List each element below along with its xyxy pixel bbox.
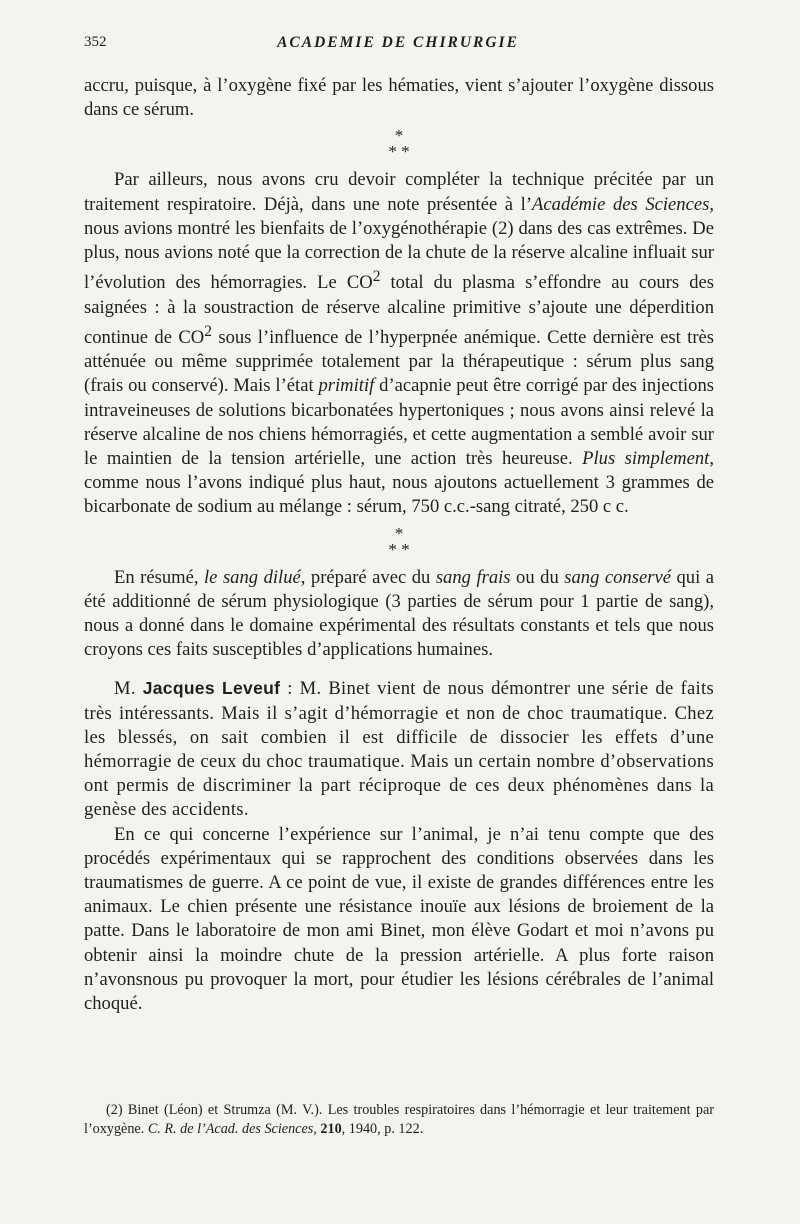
page-header [84,34,712,58]
text-run: Par ailleurs, nous avons cru devoir compléter la technique précitée par un traitement respiratoire. Déjà, dans une note présentée à l’ [84,169,714,215]
star-top: * [394,523,404,543]
paragraph-leveuf-intervention [84,676,714,822]
superscript: 2 [372,268,381,286]
text-run: qui a été additionné de sérum physiologique (3 parties de sérum pour 1 partie de sang), nous a donné dans le domaine expérimental des résultats constants et tels que nous croyons ces faits susceptibles d’applications humaines. [84,566,714,661]
running-title: ACADEMIE DE CHIRURGIE [277,34,519,51]
text-run: ou du [510,566,565,588]
bold-run: 210 [320,1121,342,1137]
italic-run: Plus simplement [582,448,710,470]
italic-run: C. R. de l’Acad. des Sciences [147,1121,314,1137]
italic-run: primitif [318,375,375,397]
speaker-name: Jacques Leveuf [142,678,281,699]
paragraph-animal-experiment: En ce qui concerne l’expérience sur l’animal, je n’ai tenu compte que des procédés expérimentaux qui se rapprochent des conditions observées dans les traumatismes de guerre. A ce point de vue, il existe de grandes différences entre les animaux. Le chien présente une résistance inouïe aux lésions de broiement de la patte. Dans le laboratoire de mon ami Binet, mon élève Godart et moi n’avons pu obtenir ainsi la moindre chute de la pression artérielle. A plus forte raison n’avonsnous pu provoquer la mort, pour étudier les lésions cérébrales de l’animal choqué. [84,823,714,1015]
main-text [84,74,714,1016]
star-bottom: * * [388,142,410,162]
text-run: total du plasma s’effondre au cours des saignées : à la soustraction de réserve alcaline primitive s’ajoute une déperdition continue de CO [84,272,714,348]
star-bottom: * * [388,539,410,559]
paragraph-respiratory-treatment [84,168,714,519]
footnote [84,1101,714,1139]
text-run: , préparé avec du [300,566,436,588]
text-run: sous l’influence de l’hyperpnée anémique. Cette dernière est très atténuée ou même supprimée totalement par la thérapeutique : sérum plus sang (frais ou conservé). Mais l’état [84,327,715,397]
text-run: M. Binet vient de nous démontrer une série de faits très intéressants. Mais il s’agit d’hémorragie et non de choc traumatique. Chez les blessés, on sait combien il est difficile de dissocier les effets d’une hémorragie de ceux du choc traumatique. Mais un certain nombre d’observations ont permis de discriminer la part réciproque de ces deux phénomènes dans la genèse des accidents. [84,678,714,821]
speaker-colon: : [280,678,300,700]
star-top: * [394,126,404,146]
text-run: , nous avions montré les bienfaits de l’oxygénothérapie (2) dans des cas extrêmes. De plus, nous avions noté que la correction de la chute de la réserve alcaline influait sur l’évolution des hémorragies. Le CO [84,193,714,294]
paragraph-summary [84,566,714,663]
text-run: d’acapnie peut être corrigé par des injections intraveineuses de solutions bicarbonatées hypertoniques ; nous avons ainsi relevé la réserve alcaline de nos chiens hémorragiés, et cette augmentation a semblé avoir sur le maintien de la tension artérielle, une action très heureuse. [84,375,714,470]
paragraph-continuation: accru, puisque, à l’oxygène fixé par les hématies, vient s’ajouter l’oxygène dissous dans ce sérum. [84,75,714,121]
text-run: , 1940, p. 122. [341,1121,424,1137]
section-separator [84,523,714,559]
italic-run: sang frais [435,566,511,588]
page-number: 352 [84,34,107,50]
footnote-number: (2) [106,1102,123,1118]
superscript: 2 [204,322,212,340]
italic-run: le sang dilué [204,566,301,588]
section-separator [84,128,714,160]
text-run: Binet (Léon) et Strumza (M. V.). Les troubles respiratoires dans l’hémorragie et leur traitement par l’oxygène. [84,1102,714,1137]
text-run: , [313,1121,321,1137]
italic-run: Académie des Sciences [532,193,710,215]
italic-run: sang conservé [564,566,671,588]
text-run: En résumé, [114,566,205,588]
text-run: , comme nous l’avons indiqué plus haut, nous ajoutons actuellement 3 grammes de bicarbonate de sodium au mélange : sérum, 750 c.c.-sang citraté, 250 c c. [84,448,714,518]
speaker-title: M. [114,678,143,700]
